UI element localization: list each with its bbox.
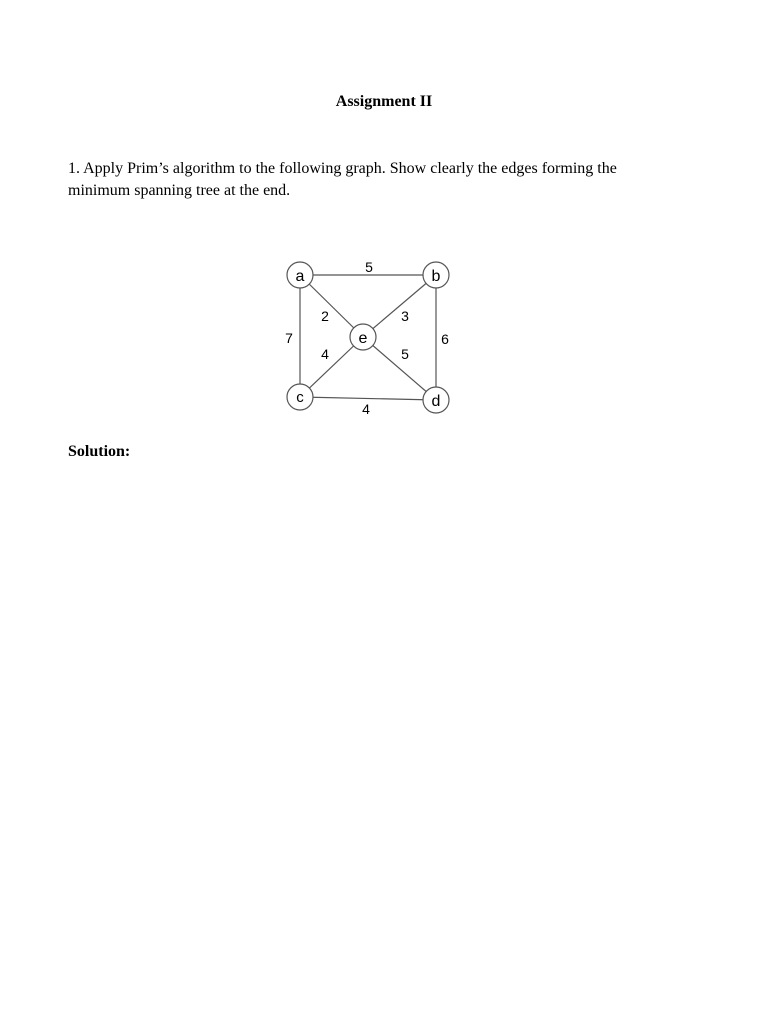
question-1-line-2: minimum spanning tree at the end.: [68, 182, 291, 199]
node-d-label: d: [431, 393, 441, 410]
node-a: [287, 262, 313, 288]
node-a-label: a: [295, 268, 305, 285]
node-c: [287, 384, 313, 410]
question-1: [68, 158, 708, 202]
weight-b-d: 6: [441, 331, 449, 347]
edge-c-d: [300, 397, 436, 400]
weight-b-e: 3: [401, 308, 409, 324]
weight-c-d: 4: [362, 401, 370, 417]
graph-diagram: [270, 250, 470, 430]
node-d: [423, 387, 449, 413]
node-e: [350, 324, 376, 350]
weight-c-e: 4: [321, 346, 329, 362]
document-title: Assignment II: [335, 93, 433, 110]
node-c-label: c: [296, 389, 304, 406]
weight-a-b: 5: [365, 259, 373, 275]
edge-e-d: [363, 337, 436, 400]
weight-a-c: 7: [285, 330, 293, 346]
weight-a-e: 2: [321, 308, 329, 324]
node-b-label: b: [431, 268, 441, 285]
edge-b-e: [363, 275, 436, 337]
question-1-line-1: 1. Apply Prim’s algorithm to the following graph. Show clearly the edges forming the: [68, 160, 617, 177]
node-e-label: e: [358, 330, 368, 347]
solution-label: Solution:: [68, 443, 131, 460]
node-b: [423, 262, 449, 288]
weight-e-d: 5: [401, 346, 409, 362]
